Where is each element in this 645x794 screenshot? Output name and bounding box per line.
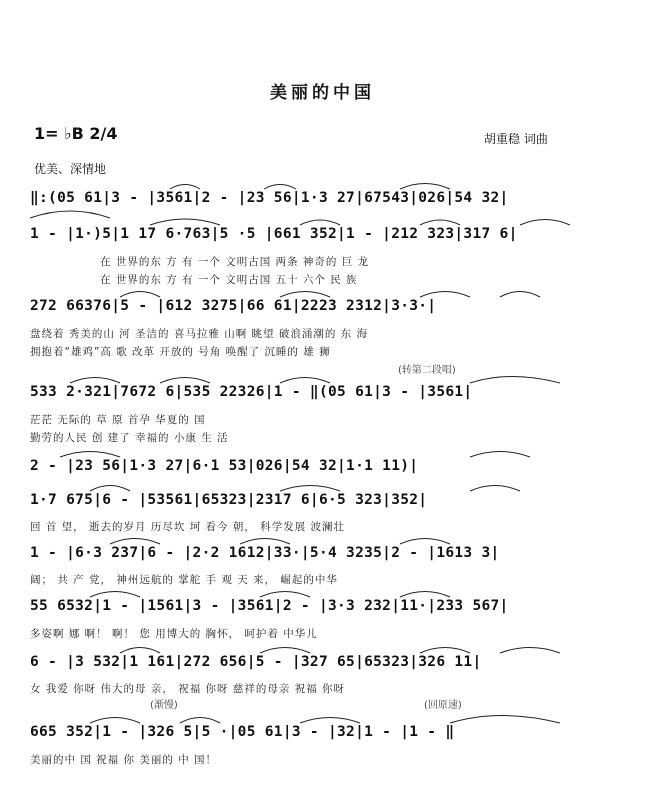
performance-note-slow: (渐慢) bbox=[150, 700, 178, 711]
notation-line-8: 55 6532|1 - |1561|3 - |3561|2 - |3·3 232|11·|233 567| bbox=[30, 598, 509, 614]
lyric-line-2b: 在 世界的东 方 有 一个 文明古国 五十 六个 民 族 bbox=[100, 274, 358, 286]
notation-line-6: 1·7 675|6 - |53561|65323|2317 6|6·5 323|352| bbox=[30, 492, 428, 508]
lyric-line-4b: 勤劳的人民 创 建了 幸福的 小康 生 活 bbox=[30, 432, 229, 444]
expression-mark: 优美、深情地 bbox=[34, 162, 107, 176]
notation-line-2: 1 - |1·)5|1 17 6·763|5 ·5 |661 352|1 - |212 323|317 6| bbox=[30, 226, 518, 242]
lyric-line-2a: 在 世界的东 方 有 一个 文明古国 两条 神奇的 巨 龙 bbox=[100, 256, 370, 268]
performance-note-repeat: (转第二段唱) bbox=[398, 365, 456, 376]
author-credit: 胡重稳 词曲 bbox=[484, 132, 548, 146]
notation-line-4: 533 2·321|7672 6|535 22326|1 - ‖(05 61|3 - |3561| bbox=[30, 384, 473, 400]
lyric-line-7: 阔； 共 产 党， 神州远航的 掌舵 手 观 天 来， 崛起的中华 bbox=[30, 574, 338, 586]
lyric-line-3b: 拥抱着“雄鸡”高 歌 改革 开放的 号角 唤醒了 沉睡的 雄 狮 bbox=[30, 346, 331, 358]
lyric-line-9: 女 我爱 你呀 伟大的母 亲， 祝福 你呀 慈祥的母亲 祝福 你呀 bbox=[30, 683, 346, 695]
lyric-line-6: 回 首 望， 逝去的岁月 历尽坎 坷 看今 朝， 科学发展 波澜壮 bbox=[30, 521, 346, 533]
notation-line-7: 1 - |6·3 237|6 - |2·2 1612|33·|5·4 3235|2 - |1613 3| bbox=[30, 545, 500, 561]
lyric-line-10: 美丽的中 国 祝福 你 美丽的 中 国！ bbox=[30, 754, 218, 766]
song-title: 美丽的中国 bbox=[270, 83, 375, 103]
notation-line-3: 272 66376|5 - |612 3275|66 61|2223 2312|3·3·| bbox=[30, 298, 437, 314]
performance-note-tempo: (回原速) bbox=[424, 700, 462, 711]
notation-line-9: 6 - |3 532|1 161|272 656|5 - |327 65|65323|326 11| bbox=[30, 654, 482, 670]
notation-line-10: 665 352|1 - |326 5|5 ·|05 61|3 - |32|1 - |1 - ‖ bbox=[30, 724, 455, 740]
lyric-line-3a: 盘绕着 秀美的山 河 圣洁的 喜马拉雅 山啊 眺望 破浪涌潮的 东 海 bbox=[30, 328, 369, 340]
notation-line-5: 2 - |23 56|1·3 27|6·1 53|026|54 32|1·1 11)| bbox=[30, 458, 419, 474]
key-signature: 1= ♭B 2/4 bbox=[34, 124, 118, 143]
lyric-line-4a: 茫茫 无际的 草 原 首孕 华夏的 国 bbox=[30, 414, 206, 426]
notation-line-1: ‖:(05 61|3 - |3561|2 - |23 56|1·3 27|67543|026|54 32| bbox=[30, 190, 509, 206]
lyric-line-8: 多姿啊 娜 啊！ 啊！ 您 用博大的 胸怀， 呵护着 中华儿 bbox=[30, 628, 318, 640]
